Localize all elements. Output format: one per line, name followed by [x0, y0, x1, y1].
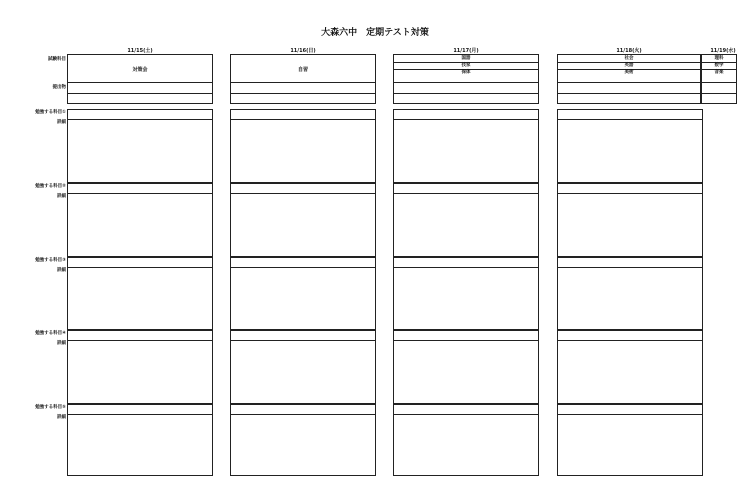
column-date: 11/17(月) — [453, 48, 479, 54]
assignments-cell[interactable] — [393, 82, 539, 104]
exam-subject-item: 技家 — [394, 62, 538, 70]
study-box[interactable] — [230, 257, 376, 330]
exam-subject-item: 英語 — [558, 62, 700, 70]
assignments-cell[interactable] — [230, 82, 376, 104]
study-subject-divider — [394, 193, 538, 194]
study-subject-divider — [68, 340, 212, 341]
assignments-label: 提出物 — [52, 85, 66, 90]
column-date: 11/16(日) — [290, 48, 316, 54]
detail-label: 詳細 — [57, 194, 66, 199]
exam-subjects-cell[interactable] — [701, 54, 737, 83]
study-box[interactable] — [393, 183, 539, 257]
detail-label: 詳細 — [57, 415, 66, 420]
study-subject-divider — [68, 193, 212, 194]
exam-subjects-label: 試験科目 — [48, 57, 66, 62]
study-box[interactable] — [230, 404, 376, 476]
study-subject-divider — [231, 340, 375, 341]
study-box[interactable] — [67, 330, 213, 404]
exam-subjects-cell[interactable] — [393, 54, 539, 83]
exam-subject-item: 社会 — [558, 55, 700, 63]
study-box[interactable] — [67, 109, 213, 183]
detail-label: 詳細 — [57, 120, 66, 125]
study-box[interactable] — [230, 330, 376, 404]
study-box[interactable] — [230, 109, 376, 183]
study-subject-divider — [231, 414, 375, 415]
study-subject-divider — [558, 414, 702, 415]
study-subject-divider — [231, 193, 375, 194]
study-subject-divider — [68, 267, 212, 268]
exam-subject-item: 国語 — [394, 55, 538, 63]
study-subject-divider — [558, 193, 702, 194]
assignments-cell[interactable] — [67, 82, 213, 104]
assignments-divider — [394, 93, 538, 94]
study-subject-label: 勉強する科目① — [35, 110, 66, 115]
study-subject-label: 勉強する科目③ — [35, 258, 66, 263]
exam-subjects-cell[interactable] — [67, 54, 213, 83]
exam-subject-item: 保体 — [461, 70, 471, 75]
study-box[interactable] — [393, 330, 539, 404]
study-box[interactable] — [230, 183, 376, 257]
study-subject-divider — [68, 119, 212, 120]
study-box[interactable] — [393, 109, 539, 183]
study-box[interactable] — [67, 183, 213, 257]
exam-subject-item: 理科 — [702, 55, 736, 63]
exam-subjects-cell[interactable] — [230, 54, 376, 83]
assignments-divider — [68, 93, 212, 94]
study-box[interactable] — [67, 404, 213, 476]
study-subject-divider — [394, 414, 538, 415]
study-subject-label: 勉強する科目⑤ — [35, 405, 66, 410]
column-date: 11/18(火) — [616, 48, 642, 54]
study-subject-label: 勉強する科目② — [35, 184, 66, 189]
column-date: 11/19(水) — [710, 48, 736, 54]
exam-subject-text: 自習 — [297, 67, 308, 73]
study-box[interactable] — [393, 257, 539, 330]
assignments-divider — [558, 93, 700, 94]
exam-subjects-cell[interactable] — [557, 54, 701, 83]
study-subject-label: 勉強する科目④ — [35, 331, 66, 336]
page-title: 大森六中 定期テスト対策 — [321, 28, 429, 38]
study-subject-divider — [394, 119, 538, 120]
assignments-divider — [231, 93, 375, 94]
exam-subject-item: 数学 — [702, 62, 736, 70]
detail-label: 詳細 — [57, 341, 66, 346]
study-box[interactable] — [557, 404, 703, 476]
exam-subject-item: 音楽 — [714, 70, 724, 75]
study-subject-divider — [394, 340, 538, 341]
study-subject-divider — [394, 267, 538, 268]
study-subject-divider — [558, 267, 702, 268]
study-box[interactable] — [557, 330, 703, 404]
detail-label: 詳細 — [57, 268, 66, 273]
study-subject-divider — [231, 267, 375, 268]
assignments-cell[interactable] — [701, 82, 737, 104]
assignments-divider — [702, 93, 736, 94]
study-box[interactable] — [67, 257, 213, 330]
study-box[interactable] — [557, 257, 703, 330]
column-date: 11/15(土) — [127, 48, 153, 54]
study-box[interactable] — [557, 183, 703, 257]
study-subject-divider — [231, 119, 375, 120]
assignments-cell[interactable] — [557, 82, 701, 104]
study-box[interactable] — [393, 404, 539, 476]
exam-subject-item: 美術 — [624, 70, 634, 75]
study-subject-divider — [558, 119, 702, 120]
study-subject-divider — [68, 414, 212, 415]
exam-subject-text: 対策会 — [132, 67, 148, 73]
study-box[interactable] — [557, 109, 703, 183]
study-subject-divider — [558, 340, 702, 341]
